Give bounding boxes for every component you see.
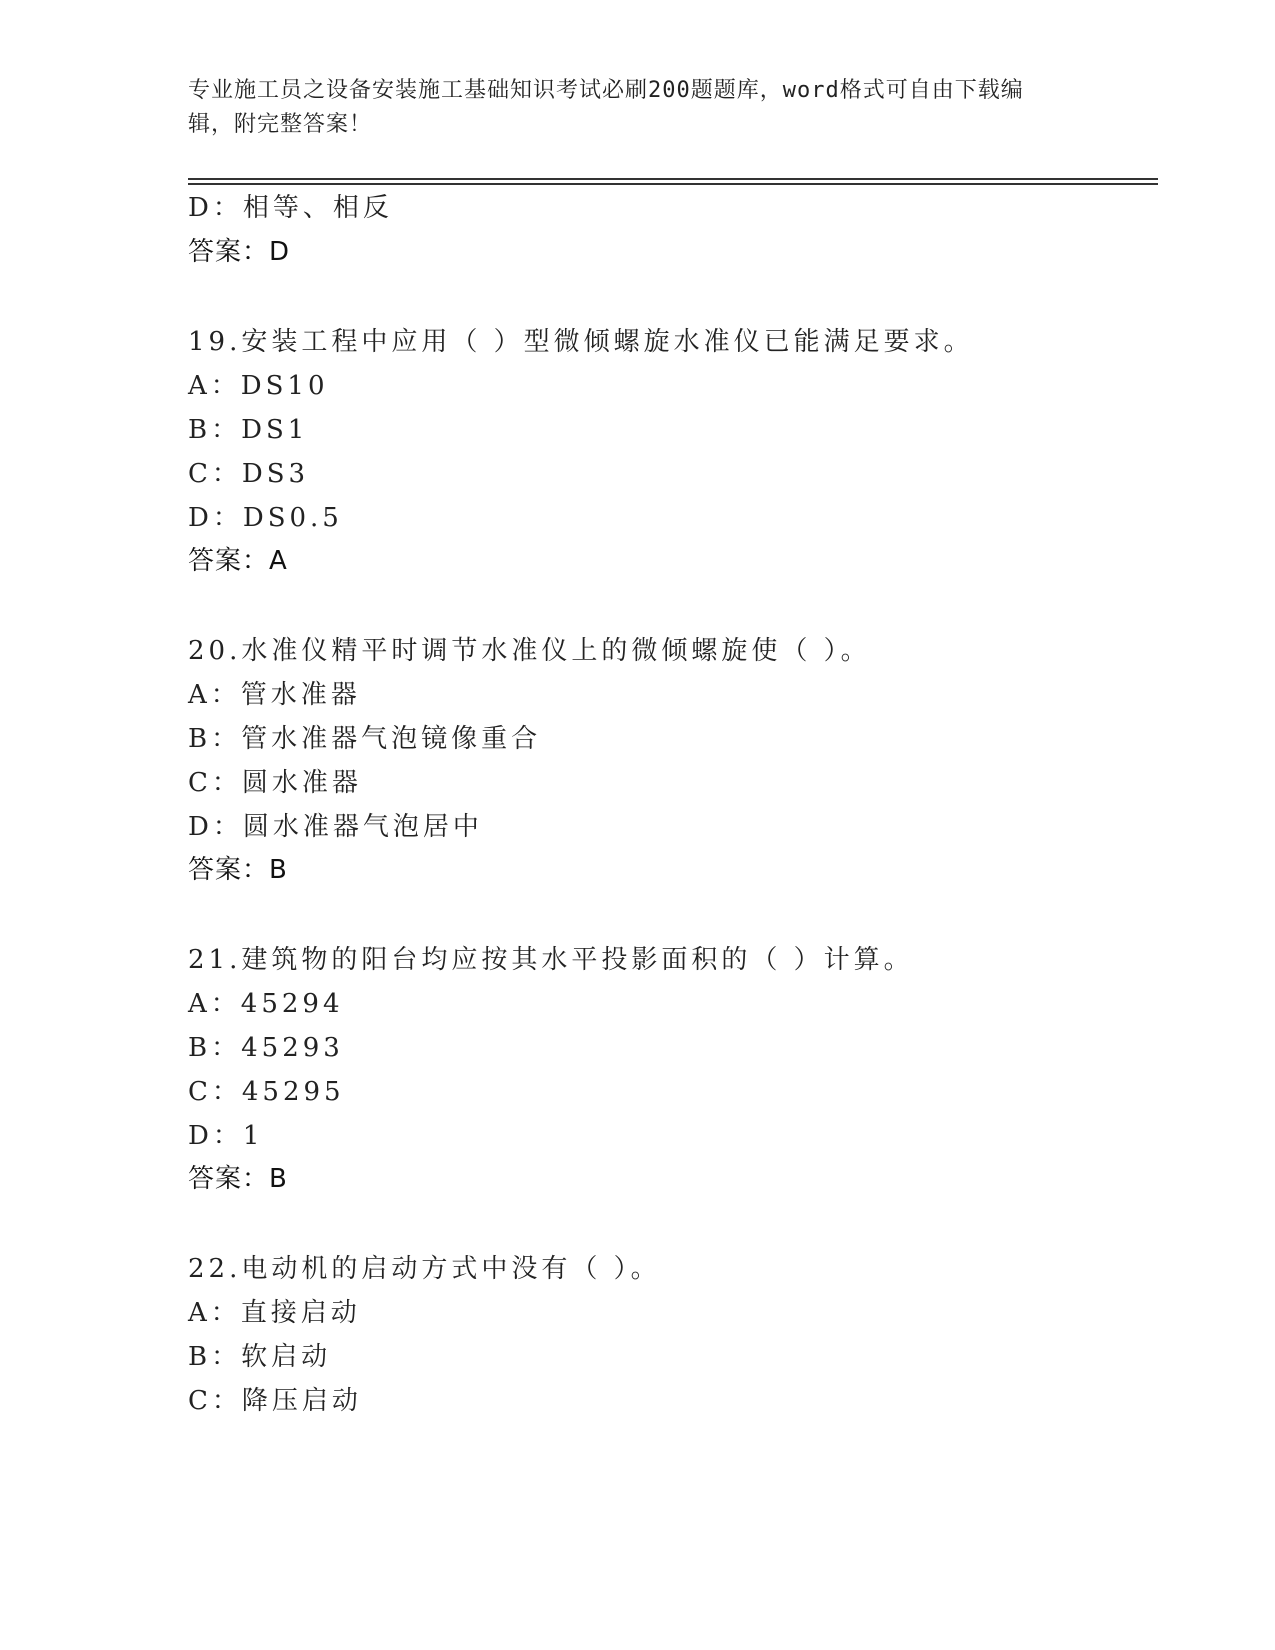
option-text: B：管水准器气泡镜像重合 [188, 724, 542, 754]
option-text: A：管水准器 [188, 680, 361, 710]
option-text: D：相等、相反 [188, 193, 393, 223]
option-text: D：圆水准器气泡居中 [188, 812, 483, 842]
document-header: 专业施工员之设备安装施工基础知识考试必刷200题题库，word格式可自由下载编辑，附完整答案！ [188, 78, 1024, 137]
option-text: B：软启动 [188, 1342, 332, 1372]
option-text: D：DS0.5 [188, 503, 343, 533]
option-text: A：45294 [188, 989, 344, 1019]
option-text: A：DS10 [188, 371, 329, 401]
option-text: C：降压启动 [188, 1386, 362, 1416]
answer-text: 答案：B [188, 1164, 288, 1194]
option-text: A：直接启动 [188, 1298, 361, 1328]
answer-text: 答案：D [188, 237, 291, 267]
option-text: B：DS1 [188, 415, 309, 445]
answer-text: 答案：A [188, 546, 288, 576]
option-text: D：1 [188, 1121, 264, 1151]
question-text: 19.安装工程中应用（ ）型微倾螺旋水准仪已能满足要求。 [188, 327, 974, 357]
option-text: B：45293 [188, 1033, 344, 1063]
option-text: C：45295 [188, 1077, 345, 1107]
header-divider-bottom [188, 183, 1158, 185]
option-text: C：圆水准器 [188, 768, 362, 798]
question-text: 21.建筑物的阳台均应按其水平投影面积的（ ）计算。 [188, 945, 914, 975]
header-divider-top [188, 178, 1158, 180]
option-text: C：DS3 [188, 459, 310, 489]
answer-text: 答案：B [188, 855, 288, 885]
question-text: 22.电动机的启动方式中没有（ ）。 [188, 1254, 661, 1284]
question-text: 20.水准仪精平时调节水准仪上的微倾螺旋使（ ）。 [188, 636, 871, 666]
